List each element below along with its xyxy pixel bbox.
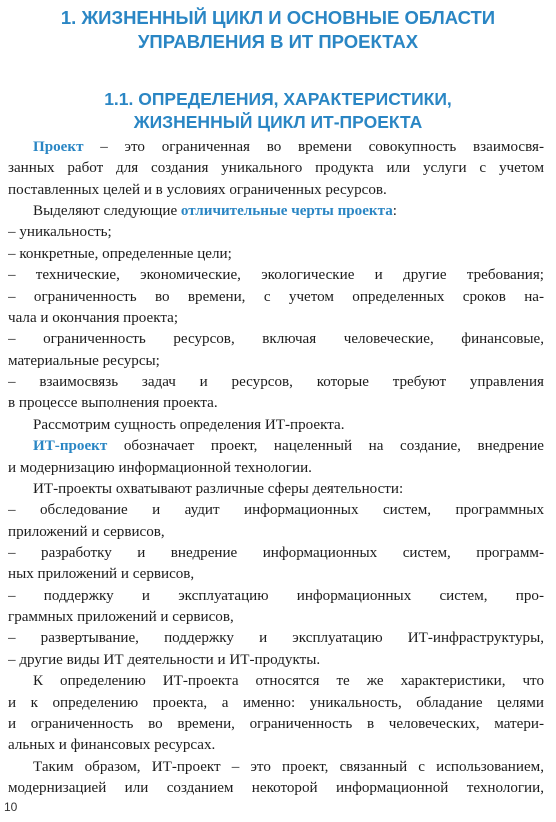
list-item-continued: чала и окончания проекта; bbox=[8, 309, 179, 326]
list-item-continued: граммных приложений и сервисов, bbox=[8, 609, 234, 626]
list-item-continued: материальные ресурсы; bbox=[8, 352, 160, 369]
chapter-title-line: УПРАВЛЕНИЯ В ИТ ПРОЕКТАХ bbox=[137, 31, 419, 52]
chapter-title-line: 1. ЖИЗНЕННЫЙ ЦИКЛ И ОСНОВНЫЕ ОБЛАСТИ bbox=[60, 7, 496, 28]
paragraph-line bbox=[33, 137, 544, 158]
list-item-continued: приложений и сервисов, bbox=[8, 523, 165, 540]
term-distinctive-features: отличительные черты проекта bbox=[180, 203, 393, 220]
paragraph-line bbox=[33, 201, 397, 222]
section-title-line: 1.1. ОПРЕДЕЛЕНИЯ, ХАРАКТЕРИСТИКИ, bbox=[104, 89, 452, 109]
paragraph-line: модернизацией или созданием некоторой информационной технологии, bbox=[8, 780, 544, 796]
list-item: – поддержку и эксплуатацию информационных систем, про- bbox=[8, 587, 544, 604]
list-item: – ограниченность ресурсов, включая человеческие, финансовые, bbox=[8, 331, 544, 348]
text-run: Выделяют следующие bbox=[33, 203, 181, 220]
section-title-line: ЖИЗНЕННЫЙ ЦИКЛ ИТ-ПРОЕКТА bbox=[133, 112, 423, 132]
paragraph-line: ИТ-проекты охватывают различные сферы деятельности: bbox=[33, 480, 404, 497]
paragraph-line: и модернизацию информационной технологии. bbox=[8, 459, 312, 476]
list-item-continued: ных приложений и сервисов, bbox=[8, 566, 195, 583]
paragraph-line: альных и финансовых ресурсах. bbox=[8, 737, 216, 754]
paragraph-line: и ограниченность во времени, ограниченность в человеческих, матери- bbox=[8, 715, 544, 732]
paragraph-line: Таким образом, ИТ-проект – это проект, связанный с использованием, bbox=[33, 758, 544, 775]
paragraph-line: поставленных целей и в условиях ограниченных ресурсов. bbox=[8, 181, 387, 198]
text-run: – это ограниченная во времени совокупность взаимосвя- bbox=[83, 139, 544, 155]
list-item-continued: в процессе выполнения проекта. bbox=[8, 395, 218, 412]
paragraph-line: и к определению проекта, а именно: уникальность, обладание целями bbox=[8, 694, 544, 711]
chapter-title bbox=[20, 6, 536, 54]
list-item: – другие виды ИТ деятельности и ИТ-продукты. bbox=[8, 651, 321, 668]
term-project: Проект bbox=[33, 139, 84, 155]
list-item: – ограниченность во времени, с учетом определенных сроков на- bbox=[8, 288, 544, 305]
list-item: – обследование и аудит информационных систем, программных bbox=[8, 502, 544, 519]
paragraph-line: К определению ИТ-проекта относятся те же характеристики, что bbox=[33, 673, 544, 690]
text-run: : bbox=[392, 203, 397, 220]
paragraph-line: Рассмотрим сущность определения ИТ-проекта. bbox=[33, 416, 345, 433]
list-item: – уникальность; bbox=[8, 224, 112, 241]
list-item: – развертывание, поддержку и эксплуатацию ИТ-инфраструктуры, bbox=[8, 630, 544, 647]
term-it-project: ИТ-проект bbox=[33, 438, 108, 455]
list-item: – разработку и внедрение информационных систем, программ- bbox=[8, 544, 544, 561]
list-item: – технические, экономические, экологические и другие требования; bbox=[8, 267, 544, 284]
list-item: – взаимосвязь задач и ресурсов, которые требуют управления bbox=[8, 374, 544, 391]
paragraph-line bbox=[33, 436, 544, 457]
section-title bbox=[20, 88, 536, 134]
list-item: – конкретные, определенные цели; bbox=[8, 245, 232, 262]
text-run: обозначает проект, нацеленный на создание, внедрение bbox=[107, 438, 544, 455]
page-number: 10 bbox=[4, 800, 18, 814]
paragraph-line: занных работ для создания уникального продукта или услуги с учетом bbox=[8, 160, 544, 177]
